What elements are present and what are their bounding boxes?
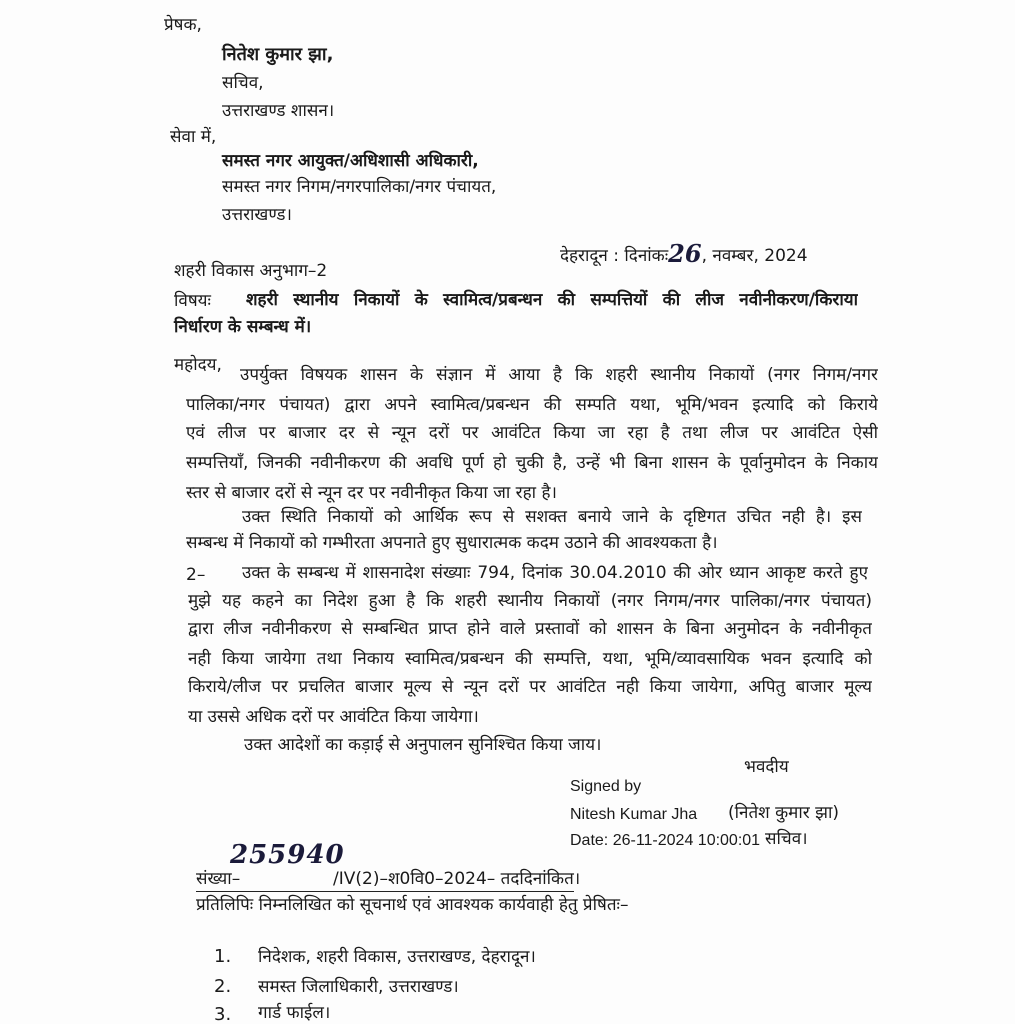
para1-line-2: पालिका/नगर पंचायत) द्वारा अपने स्वामित्व/प्रबन्धन की सम्पति यथा, भूमि/भवन इत्यादि को किराये — [186, 395, 878, 415]
para3-line-5: किराये/लीज पर प्रचलित बाजार मूल्य से न्यून दरों पर आवंटित नही किया जायेगा, अपितु बाजार मूल्य — [188, 677, 872, 697]
para1-line-3: एवं लीज पर बाजार दर से न्यून दरों पर आवंटित किया जा रहा है तथा लीज पर आवंटित ऐसी — [186, 423, 878, 443]
copy-to-item-2: समस्त जिलाधिकारी, उत्तराखण्ड। — [258, 977, 459, 997]
para3-number: 2– — [186, 565, 206, 585]
recipient-line-2: समस्त नगर निगम/नगरपालिका/नगर पंचायत, — [222, 177, 497, 197]
para3-line-1: उक्त के सम्बन्ध में शासनादेश संख्याः 794, दिनांक 30.04.2010 की ओर ध्यान आकृष्ट करते हुए — [242, 563, 868, 583]
department: शहरी विकास अनुभाग–2 — [174, 261, 328, 281]
sender-name: नितेश कुमार झा, — [222, 44, 334, 65]
signature-date: Date: 26-11-2024 10:00:01 — [570, 832, 761, 849]
sender-designation: सचिव, — [222, 73, 264, 93]
copy-to-item-1: निदेशक, शहरी विकास, उत्तराखण्ड, देहरादून। — [258, 947, 536, 967]
signature-designation-hi: सचिव। — [765, 829, 808, 849]
salutation: महोदय, — [174, 355, 222, 375]
subject-label: विषयः — [174, 291, 211, 311]
letter-date — [560, 239, 808, 268]
para3-line-4: नही किया जायेगा तथा निकाय स्वामित्व/प्रबन्धन की सम्पत्ति, यथा, भूमि/व्यावसायिक भवन इत्यादि को — [188, 649, 872, 669]
copy-to-label: प्रतिलिपिः निम्नलिखित को सूचनार्थ एवं आवश्यक कार्यवाही हेतु प्रेषितः– — [196, 895, 629, 915]
recipient-line-3: उत्तराखण्ड। — [222, 205, 292, 225]
sender-office: उत्तराखण्ड शासन। — [222, 101, 335, 121]
closing: भवदीय — [744, 757, 789, 777]
copy-to-item-3: गार्ड फाईल। — [258, 1003, 331, 1023]
copy-to-item-2-number: 2. — [214, 976, 232, 997]
copy-to-item-1-number: 1. — [214, 946, 232, 967]
reference-label: संख्या– — [196, 869, 241, 889]
reference-suffix: /IV(2)–श0वि0–2024– तददिनांकित। — [333, 869, 581, 889]
para2-line-1: उक्त स्थिति निकायों को आर्थिक रूप से सशक्त बनाये जाने के दृष्टिगत उचित नही है। इस — [242, 507, 862, 527]
recipient-line-1: समस्त नगर आयुक्त/अधिशासी अधिकारी, — [222, 151, 479, 171]
para1-line-5: स्तर से बाजार दरों से न्यून दर पर नवीनीकृत किया जा रहा है। — [186, 483, 557, 503]
para3-line-3: द्वारा लीज नवीनीकरण से सम्बन्धित प्राप्त होने वाले प्रस्तावों को शासन के बिना अनुमोदन के नवीनीकृत — [188, 619, 872, 639]
recipient-label: सेवा में, — [170, 127, 217, 147]
reference-number-handwritten: 255940 — [230, 840, 345, 870]
para3-line-6: या उससे अधिक दरों पर आवंटित किया जायेगा। — [188, 707, 479, 727]
signature-name-en: Nitesh Kumar Jha — [570, 806, 698, 823]
date-day-handwritten: 26 — [668, 239, 702, 268]
copy-to-item-3-number: 3. — [214, 1004, 232, 1025]
signature-name-hi: (नितेश कुमार झा) — [728, 803, 839, 823]
compliance-line: उक्त आदेशों का कड़ाई से अनुपालन सुनिश्चित किया जाय। — [244, 735, 602, 755]
sender-label: प्रेषक, — [164, 15, 202, 35]
date-suffix: , नवम्बर, 2024 — [701, 246, 808, 266]
date-prefix: देहरादून : दिनांकः — [560, 246, 669, 266]
para1-line-1: उपर्युक्त विषयक शासन के संज्ञान में आया है कि शहरी स्थानीय निकायों (नगर निगम/नगर — [240, 365, 878, 385]
para1-line-4: सम्पत्तियाँ, जिनकी नवीनीकरण की अवधि पूर्ण हो चुकी है, उन्हें भी बिना शासन के पूर्वानुमोदन के निकाय — [186, 453, 878, 473]
para3-line-2: मुझे यह कहने का निदेश हुआ है कि शहरी स्थानीय निकायों (नगर निगम/नगर पालिका/नगर पंचायत) — [188, 591, 872, 611]
signature-signed-by: Signed by — [570, 778, 642, 795]
subject-line-1: शहरी स्थानीय निकायों के स्वामित्व/प्रबन्धन की सम्पत्तियों की लीज नवीनीकरण/किराया — [246, 290, 858, 310]
para2-line-2: सम्बन्ध में निकायों को गम्भीरता अपनाते हुए सुधारात्मक कदम उठाने की आवश्यकता है। — [186, 533, 718, 553]
subject-line-2: निर्धारण के सम्बन्ध में। — [174, 317, 312, 337]
